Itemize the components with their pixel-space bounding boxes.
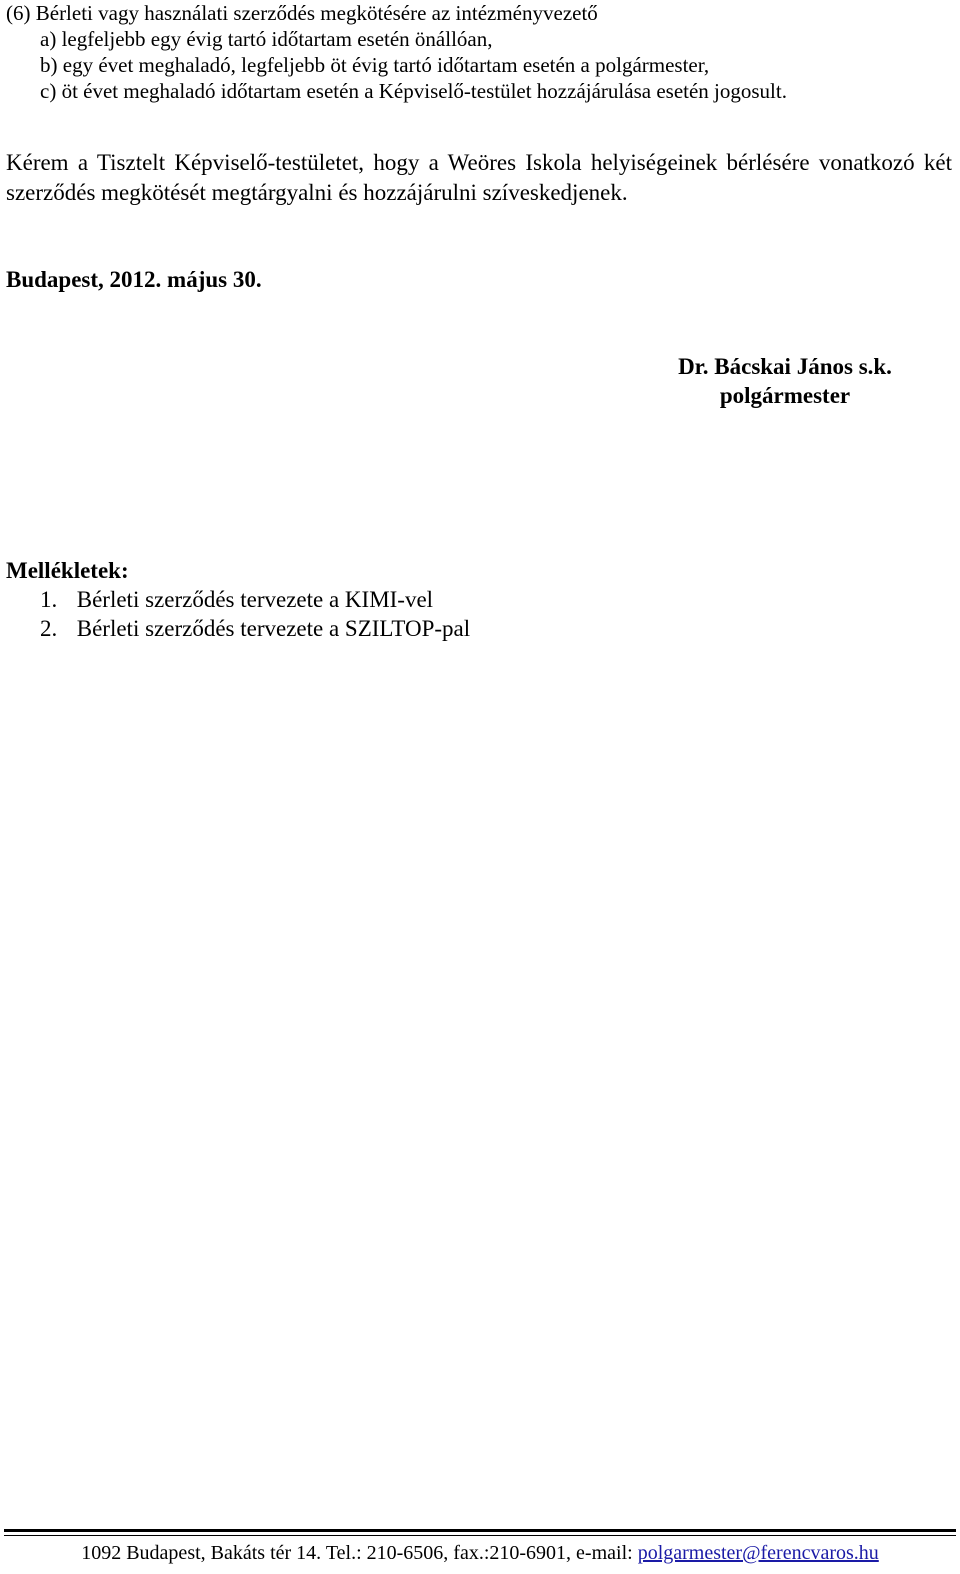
rule-item-b: b) egy évet meghaladó, legfeljebb öt évig tartó időtartam esetén a polgármester, — [40, 53, 710, 77]
attachment-item — [40, 585, 433, 614]
attachment-text: Bérleti szerződés tervezete a SZILTOP-pal — [76, 616, 471, 641]
signature-title: polgármester — [719, 383, 851, 408]
footer-divider-thick — [4, 1529, 956, 1532]
attachments-heading: Mellékletek: — [6, 558, 129, 583]
rule-item-c: c) öt évet meghaladó időtartam esetén a Képviselő-testület hozzájárulása esetén jogosult. — [40, 79, 787, 103]
place-date: Budapest, 2012. május 30. — [6, 267, 262, 292]
rule-heading: (6) Bérleti vagy használati szerződés megkötésére az intézményvezető — [6, 1, 598, 25]
footer-divider-thin — [4, 1535, 956, 1536]
attachment-text: Bérleti szerződés tervezete a KIMI-vel — [76, 587, 434, 612]
signature-name: Dr. Bácskai János s.k. — [678, 354, 892, 379]
attachment-number: 1. — [40, 587, 58, 612]
footer-email-link[interactable]: polgarmester@ferencvaros.hu — [637, 1542, 879, 1564]
footer — [0, 1540, 960, 1566]
request-paragraph: Kérem a Tisztelt Képviselő-testületet, hogy a Weöres Iskola helyiségeinek bérlésére vonatkozó két szerződés megkötését megtárgyalni és hozzájárulni szíveskedjenek. — [6, 150, 952, 205]
attachment-number: 2. — [40, 616, 58, 641]
attachment-item — [40, 614, 470, 643]
rule-item-a: a) legfeljebb egy évig tartó időtartam esetén önállóan, — [40, 27, 493, 51]
footer-address: 1092 Budapest, Bakáts tér 14. Tel.: 210-6506, fax.:210-6901, e-mail: — [81, 1542, 633, 1564]
